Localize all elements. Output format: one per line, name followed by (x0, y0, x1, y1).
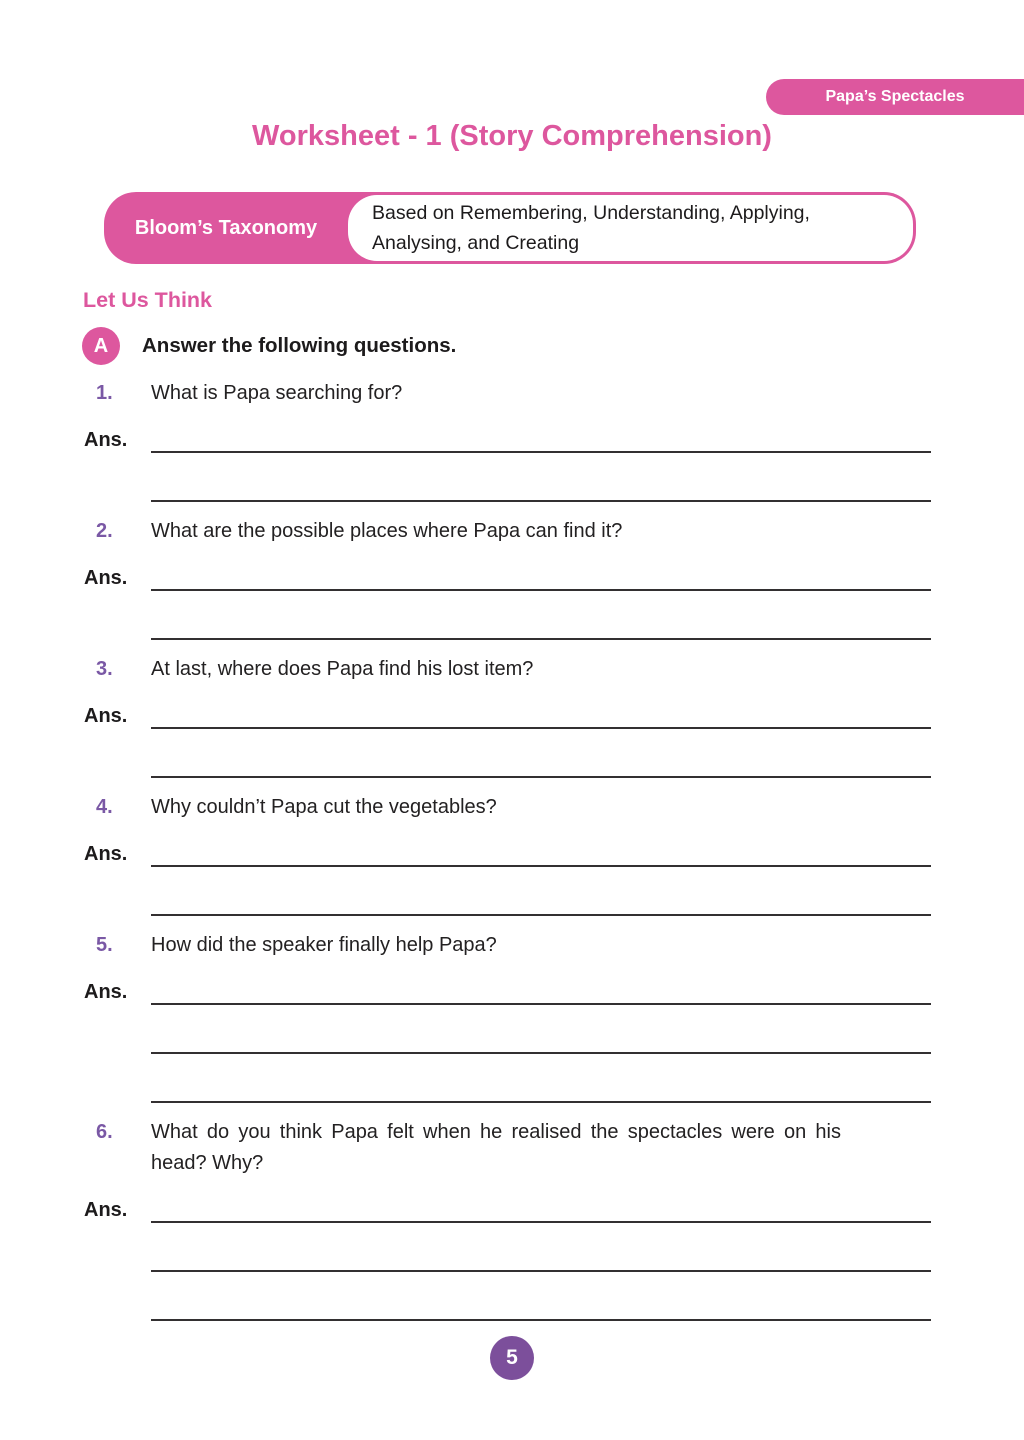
question-row (84, 1117, 931, 1179)
question-number: 6. (96, 1121, 113, 1143)
extra-lines (84, 729, 931, 778)
question-row (84, 516, 931, 547)
ans-label: Ans. (84, 429, 128, 451)
extra-lines (84, 453, 931, 502)
section-heading: Let Us Think (83, 288, 213, 312)
question-list (84, 378, 931, 1321)
answer-line[interactable] (151, 1272, 931, 1321)
question-row (84, 792, 931, 823)
question-text: What do you think Papa felt when he realised the spectacles were on his head? Why? (151, 1121, 841, 1174)
answer-line[interactable] (151, 1005, 931, 1054)
section-marker-badge: A (82, 327, 120, 365)
chapter-tag (766, 79, 1024, 115)
answer-line[interactable] (151, 729, 931, 778)
question-block (84, 1117, 931, 1321)
question-text: At last, where does Papa find his lost item? (151, 658, 534, 680)
answer-line[interactable] (151, 685, 931, 729)
question-block (84, 378, 931, 502)
extra-lines (84, 867, 931, 916)
question-row (84, 378, 931, 409)
blooms-taxonomy-description: Based on Remembering, Understanding, Applying, Analysing, and Creating (348, 195, 913, 261)
answer-line[interactable] (151, 823, 931, 867)
question-number: 3. (96, 658, 113, 680)
question-number: 5. (96, 934, 113, 956)
answer-row (84, 409, 931, 453)
answer-line[interactable] (151, 961, 931, 1005)
question-number: 2. (96, 520, 113, 542)
answer-line[interactable] (151, 1223, 931, 1272)
question-text: What is Papa searching for? (151, 382, 403, 404)
instruction-row (82, 327, 1024, 365)
ans-label: Ans. (84, 981, 128, 1003)
question-number: 4. (96, 796, 113, 818)
page-number-badge: 5 (490, 1336, 534, 1380)
answer-row (84, 1179, 931, 1223)
question-text: Why couldn’t Papa cut the vegetables? (151, 796, 497, 818)
answer-row (84, 961, 931, 1005)
blooms-taxonomy-box (104, 192, 916, 264)
question-row (84, 930, 931, 961)
answer-row (84, 823, 931, 867)
answer-line[interactable] (151, 1179, 931, 1223)
question-block (84, 654, 931, 778)
ans-label: Ans. (84, 567, 128, 589)
question-block (84, 516, 931, 640)
answer-line[interactable] (151, 453, 931, 502)
answer-row (84, 547, 931, 591)
question-block (84, 930, 931, 1103)
answer-line[interactable] (151, 1054, 931, 1103)
question-row (84, 654, 931, 685)
instruction-text: Answer the following questions. (142, 334, 457, 357)
chapter-tag-label: Papa’s Spectacles (825, 88, 965, 105)
extra-lines (84, 1223, 931, 1321)
extra-lines (84, 591, 931, 640)
blooms-taxonomy-label: Bloom’s Taxonomy (134, 216, 318, 239)
question-text: How did the speaker finally help Papa? (151, 934, 497, 956)
ans-label: Ans. (84, 843, 128, 865)
question-block (84, 792, 931, 916)
answer-row (84, 685, 931, 729)
ans-label: Ans. (84, 705, 128, 727)
answer-line[interactable] (151, 867, 931, 916)
answer-line[interactable] (151, 591, 931, 640)
extra-lines (84, 1005, 931, 1103)
question-text: What are the possible places where Papa can find it? (151, 520, 623, 542)
page-title: Worksheet - 1 (Story Comprehension) (252, 120, 772, 152)
question-number: 1. (96, 382, 113, 404)
answer-line[interactable] (151, 547, 931, 591)
answer-line[interactable] (151, 409, 931, 453)
ans-label: Ans. (84, 1199, 128, 1221)
